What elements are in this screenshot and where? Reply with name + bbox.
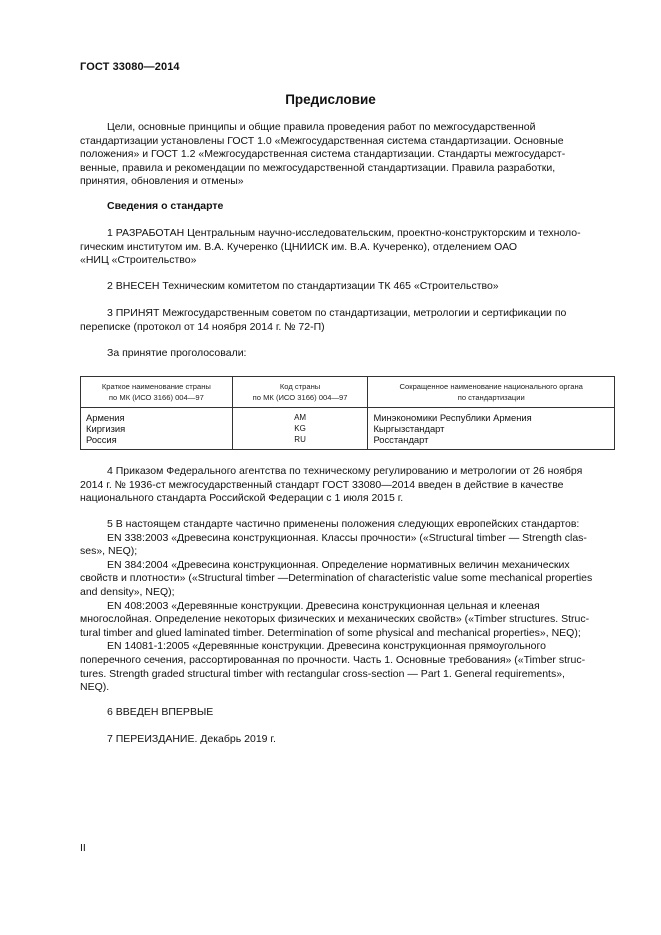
item-6-line: 6 ВВЕДЕН ВПЕРВЫЕ bbox=[107, 706, 214, 718]
intro-line: стандартизации установлены ГОСТ 1.0 «Межгосударственная система стандартизации. Основные bbox=[80, 134, 564, 147]
country-code: KG bbox=[294, 424, 306, 433]
item-1-line: 1 РАЗРАБОТАН Центральным научно-исследовательским, проектно-конструкторским и техноло- bbox=[107, 227, 581, 239]
national-body: Минэкономики Республики Армения bbox=[373, 412, 532, 423]
country-name: Армения bbox=[86, 412, 125, 423]
country-code: AM bbox=[294, 413, 307, 422]
item-5-line: EN 384:2004 «Древесина конструкционная. Определение нормативных величин механических bbox=[107, 558, 570, 571]
national-body: Кыргызстандарт bbox=[373, 423, 445, 434]
codes-cell bbox=[232, 408, 368, 450]
item-4-order bbox=[80, 465, 614, 506]
item-5-line: and density», NEQ); bbox=[80, 585, 175, 598]
item-5-line: свойств и плотности» («Structural timber —Determination of characteristic value some mechanical properties bbox=[80, 572, 593, 585]
header-text: Сокращенное наименование национального органа bbox=[399, 382, 583, 391]
page-number: II bbox=[80, 842, 86, 854]
item-3-line: переписке (протокол от 14 ноября 2014 г. № 72-П) bbox=[80, 320, 325, 333]
item-2-introduced bbox=[80, 280, 614, 294]
intro-line: положения» и ГОСТ 1.2 «Межгосударственная система стандартизации. Стандарты межгосударст- bbox=[80, 148, 566, 161]
page-title: Предисловие bbox=[285, 92, 376, 107]
item-5-line: tural timber and glued laminated timber. Determination of some physical and mechanical properties», NEQ); bbox=[80, 626, 581, 639]
country-name: Киргизия bbox=[86, 423, 126, 434]
item-7-reissue bbox=[80, 733, 614, 747]
header-text: по стандартизации bbox=[457, 393, 525, 402]
item-5-line: NEQ). bbox=[80, 681, 110, 694]
header-text: Код страны bbox=[279, 382, 321, 391]
item-5-line: EN 408:2003 «Деревянные конструкции. Древесина конструкционная цельная и клееная bbox=[107, 599, 540, 612]
item-4-line: национального стандарта Российской Федерации с 1 июля 2015 г. bbox=[80, 492, 404, 505]
header-national-body bbox=[368, 377, 615, 408]
national-body: Росстандарт bbox=[373, 434, 429, 445]
intro-line: принятия, обновления и отмены» bbox=[80, 175, 244, 188]
intro-line: венные, правила и рекомендации по межгосударственной стандартизации. Правила разработки, bbox=[80, 161, 556, 174]
item-7-line: 7 ПЕРЕИЗДАНИЕ. Декабрь 2019 г. bbox=[107, 733, 276, 745]
table-row bbox=[81, 408, 615, 450]
item-5-line: многослойная. Определение некоторых физических и механических свойств» («Timber structures. Struc- bbox=[80, 613, 590, 626]
table-header-row bbox=[81, 377, 615, 408]
about-standard-heading: Сведения о стандарте bbox=[107, 200, 224, 212]
item-2-line: 2 ВНЕСЕН Техническим комитетом по стандартизации ТК 465 «Строительство» bbox=[107, 280, 499, 292]
countries-cell bbox=[81, 408, 233, 450]
item-5-line: поперечного сечения, рассортированная по прочности. Часть 1. Основные требования» («Timber struc- bbox=[80, 653, 586, 666]
item-1-developed bbox=[80, 227, 614, 268]
item-5-line: tures. Strength graded structural timber with rectangular cross-section — Part 1. General requirements», bbox=[80, 667, 565, 680]
item-4-line: 2014 г. № 1936-ст межгосударственный стандарт ГОСТ 33080—2014 введен в действие в качестве bbox=[80, 478, 564, 491]
header-country-name bbox=[81, 377, 233, 408]
country-code: RU bbox=[294, 435, 306, 444]
intro-paragraph bbox=[80, 121, 614, 189]
item-5-line: 5 В настоящем стандарте частично применены положения следующих европейских стандартов: bbox=[107, 518, 580, 530]
voted-label bbox=[80, 347, 614, 361]
document-id-header: ГОСТ 33080—2014 bbox=[80, 61, 180, 73]
item-5-line: EN 14081-1:2005 «Деревянные конструкции. Древесина конструкционная прямоугольного bbox=[107, 640, 546, 653]
voted-label-text: За принятие проголосовали: bbox=[107, 347, 247, 359]
header-text: Краткое наименование страны bbox=[101, 382, 211, 391]
voting-table bbox=[80, 376, 615, 450]
item-3-adopted bbox=[80, 307, 614, 334]
item-4-line: 4 Приказом Федерального агентства по техническому регулированию и метрологии от 26 ноября bbox=[107, 465, 583, 477]
item-6-first-introduced bbox=[80, 706, 614, 720]
item-1-line: «НИЦ «Строительство» bbox=[80, 254, 197, 267]
intro-line: Цели, основные принципы и общие правила проведения работ по межгосударственной bbox=[107, 121, 536, 133]
item-5-european-standards bbox=[80, 518, 614, 695]
bodies-cell bbox=[368, 408, 615, 450]
country-name: Россия bbox=[86, 434, 117, 445]
header-text: по МК (ИСО 3166) 004—97 bbox=[252, 393, 348, 402]
item-5-line: ses», NEQ); bbox=[80, 545, 138, 558]
item-3-line: 3 ПРИНЯТ Межгосударственным советом по стандартизации, метрологии и сертификации по bbox=[107, 307, 567, 319]
header-country-code bbox=[232, 377, 368, 408]
header-text: по МК (ИСО 3166) 004—97 bbox=[108, 393, 204, 402]
item-5-line: EN 338:2003 «Древесина конструкционная. Классы прочности» («Structural timber — Strength clas- bbox=[107, 531, 587, 544]
item-1-line: гическим институтом им. В.А. Кучеренко (ЦНИИСК им. В.А. Кучеренко), отделением ОАО bbox=[80, 240, 518, 253]
